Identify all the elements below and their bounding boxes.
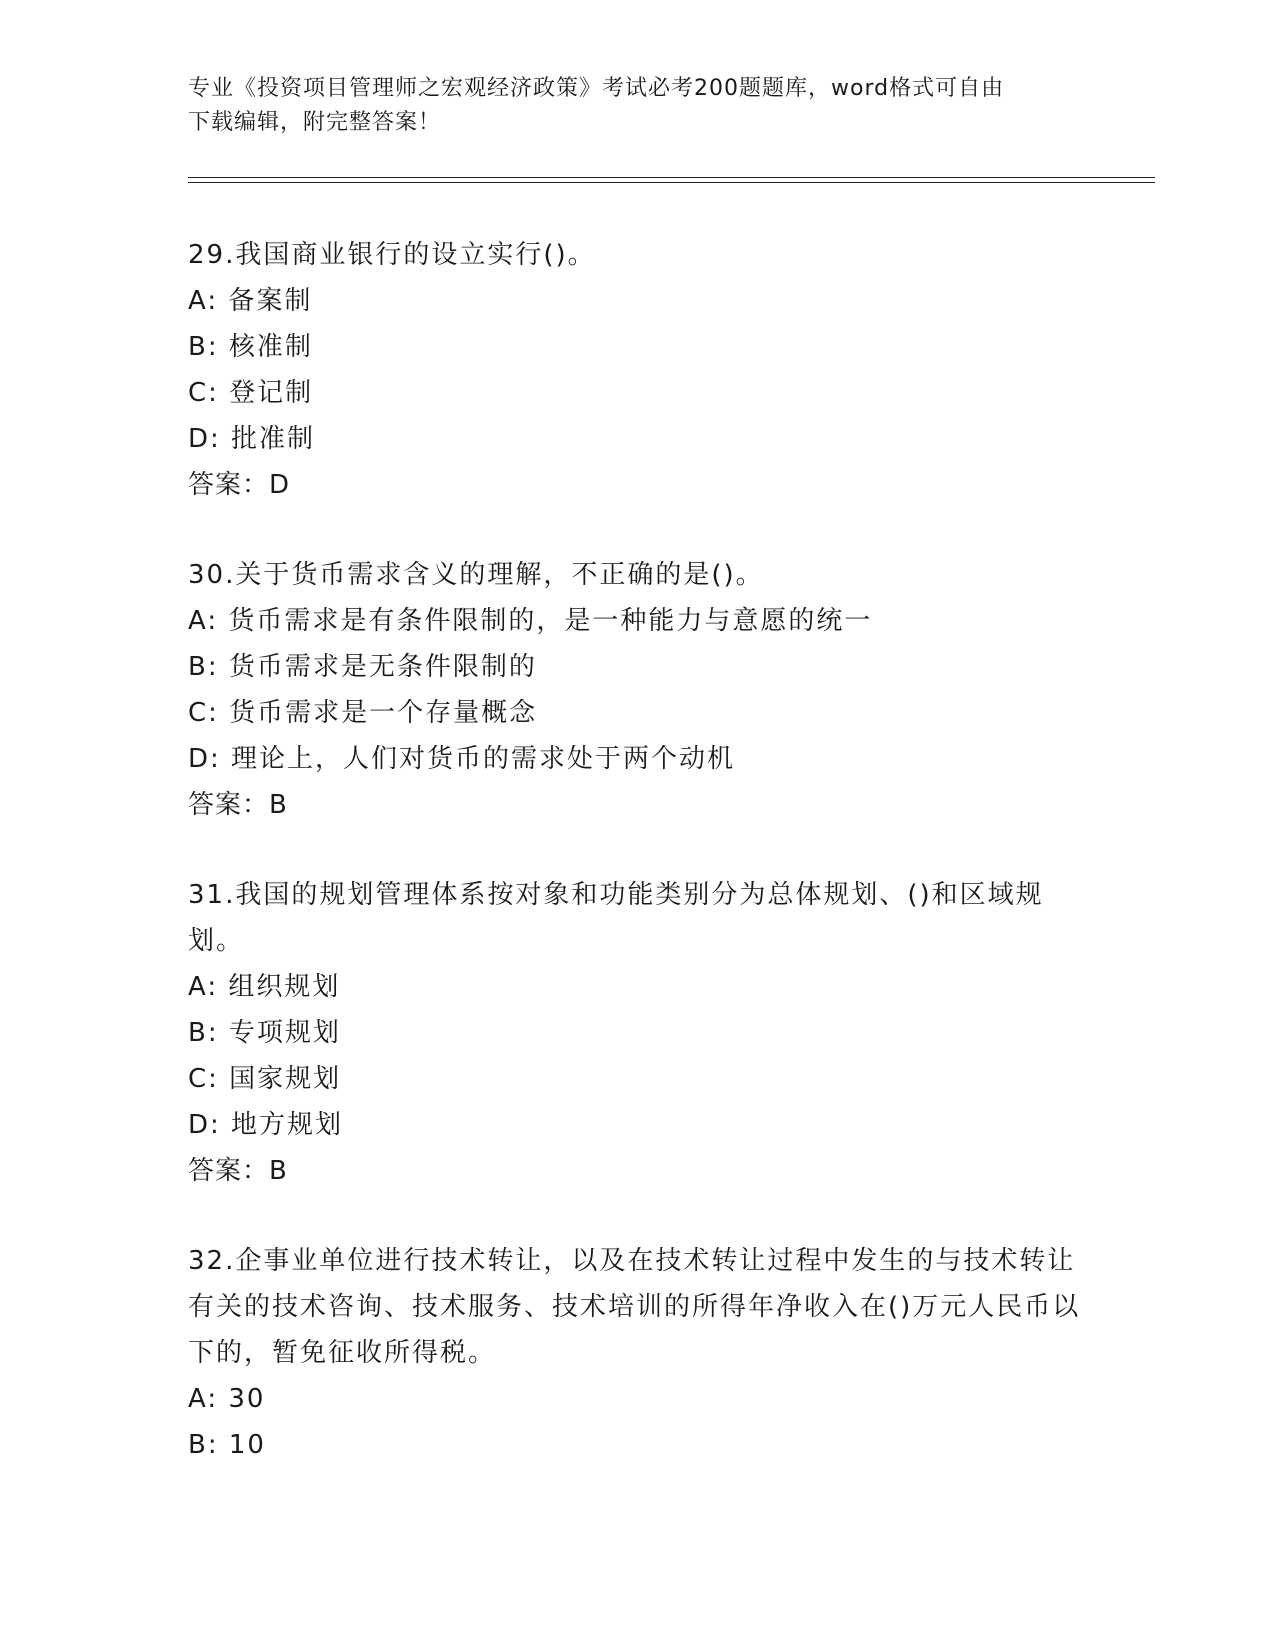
question-stem: 29.我国商业银行的设立实行()。 [188,240,596,270]
document-header [188,72,1068,140]
option-a: A: 货币需求是有条件限制的，是一种能力与意愿的统一 [188,606,873,636]
option-c: C: 登记制 [188,378,314,408]
option-b: B: 核准制 [188,332,313,362]
question-32 [188,1238,1088,1468]
question-30 [188,552,1088,828]
header-line-1: 专业《投资项目管理师之宏观经济政策》考试必考200题题库，word格式可自由 [188,76,1005,101]
header-line-2: 下载编辑，附完整答案！ [188,110,442,135]
answer-line: 答案：D [188,470,291,500]
answer-line: 答案：B [188,1156,288,1186]
header-divider-top [188,177,1155,178]
option-c: C: 货币需求是一个存量概念 [188,698,538,728]
option-b: B: 货币需求是无条件限制的 [188,652,537,682]
question-31 [188,872,1088,1194]
header-divider-bottom [188,182,1155,183]
option-d: D: 批准制 [188,424,316,454]
option-c: C: 国家规划 [188,1064,342,1094]
question-stem: 30.关于货币需求含义的理解，不正确的是()。 [188,560,764,590]
option-b: B: 10 [188,1430,266,1460]
option-a: A: 备案制 [188,286,313,316]
question-stem: 31.我国的规划管理体系按对象和功能类别分为总体规划、()和区域规划。 [188,880,1044,956]
option-a: A: 30 [188,1384,266,1414]
option-a: A: 组织规划 [188,972,341,1002]
question-29 [188,232,1088,508]
option-d: D: 地方规划 [188,1110,344,1140]
question-stem: 32.企事业单位进行技术转让，以及在技术转让过程中发生的与技术转让有关的技术咨询、技术服务、技术培训的所得年净收入在()万元人民币以下的，暂免征收所得税。 [188,1246,1081,1368]
question-list [188,232,1088,1512]
option-d: D: 理论上，人们对货币的需求处于两个动机 [188,744,736,774]
answer-line: 答案：B [188,790,288,820]
option-b: B: 专项规划 [188,1018,341,1048]
